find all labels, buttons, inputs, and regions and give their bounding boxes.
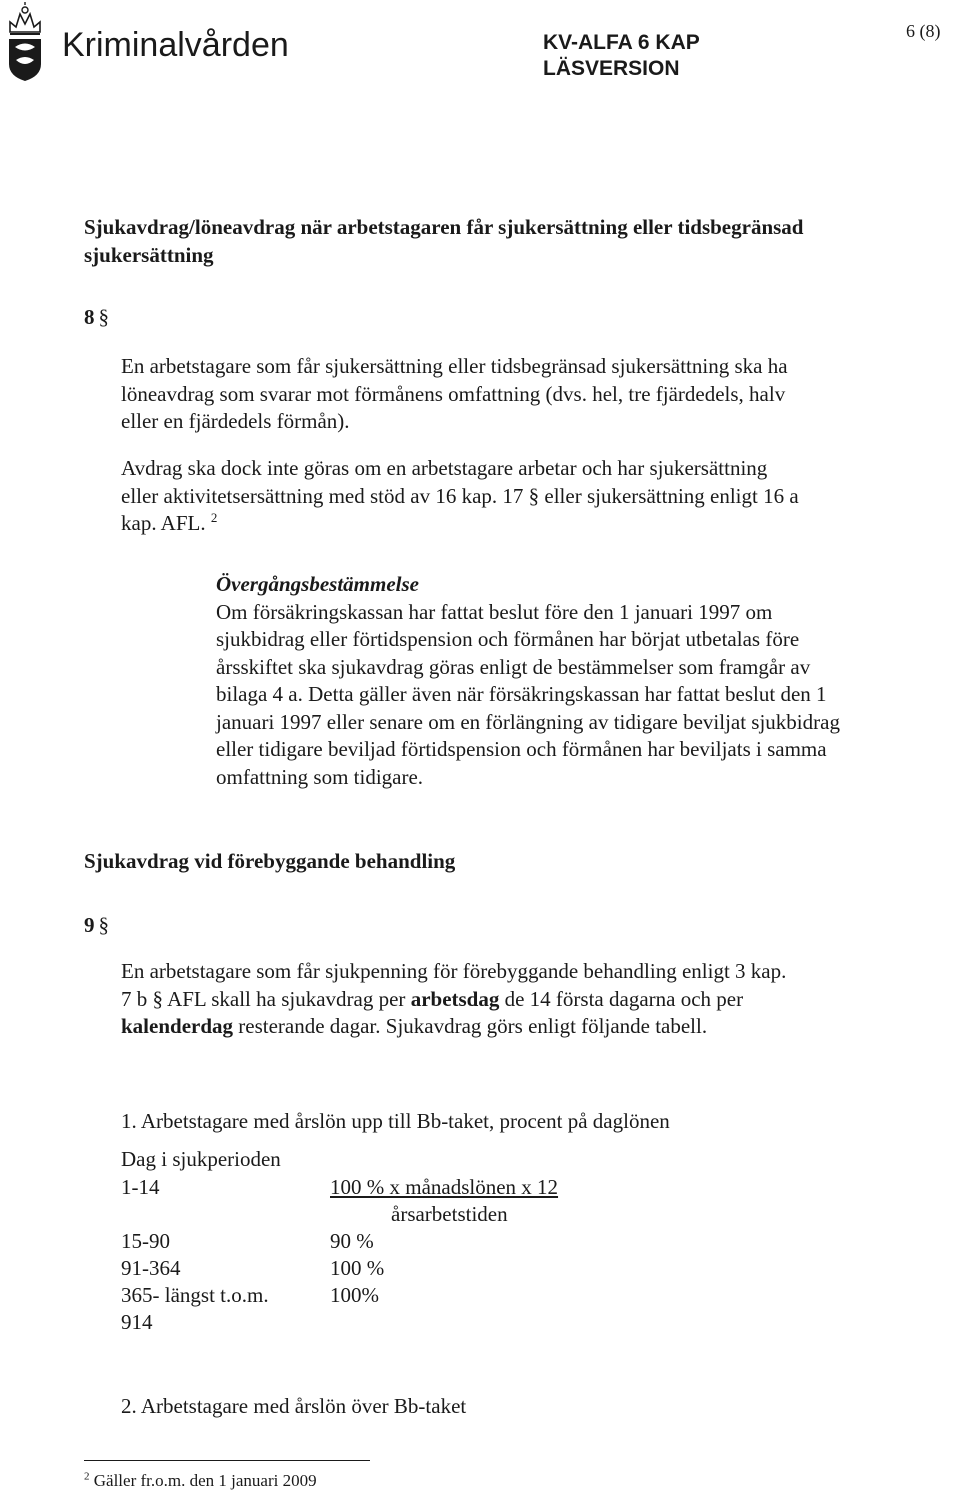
text-line: En arbetstagare som får sjukersättning eller tidsbegränsad sjukersättning ska ha [121, 354, 788, 378]
text-line: En arbetstagare som får sjukpenning för förebyggande behandling enligt 3 kap. [121, 959, 787, 983]
section-8-number [84, 305, 109, 330]
transition-provision-heading: Övergångsbestämmelse [216, 572, 419, 596]
table-row-days: 365- längst t.o.m. [121, 1283, 269, 1307]
section-9-number [84, 913, 109, 938]
section-8-heading-line: Sjukavdrag/löneavdrag när arbetstagaren får sjukersättning eller tidsbegränsad [84, 215, 804, 239]
organization-name: Kriminalvården [62, 26, 289, 64]
section-symbol: § [98, 305, 109, 329]
text-line: Om försäkringskassan har fattat beslut före den 1 januari 1997 om [216, 599, 773, 624]
footnote-marker: 2 [84, 1470, 90, 1483]
section-9-heading: Sjukavdrag vid förebyggande behandling [84, 849, 456, 873]
section-number: 8 [84, 305, 95, 329]
document-code-line-2: LÄSVERSION [543, 57, 680, 80]
section-9-paragraph [121, 958, 786, 1041]
table-1-column-header: Dag i sjukperioden [121, 1147, 281, 1171]
footnote-separator [84, 1460, 370, 1461]
table-row-value: årsarbetstiden [391, 1202, 508, 1226]
text-line [121, 510, 799, 538]
text-line [121, 986, 786, 1014]
table-row-value: 90 % [330, 1229, 374, 1253]
footnote-reference: 2 [210, 510, 218, 525]
text-line: bilaga 4 a. Detta gäller även när försäkringskassan har fattat beslut den 1 [216, 682, 827, 706]
text-line: Avdrag ska dock inte göras om en arbetstagare arbetar och har sjukersättning [121, 456, 768, 480]
text-line: eller aktivitetsersättning med stöd av 16 kap. 17 § eller sjukersättning enligt 16 a [121, 483, 799, 508]
text-segment: resterande dagar. Sjukavdrag görs enligt följande tabell. [233, 1014, 708, 1038]
text-line-content: kap. AFL. [121, 511, 206, 535]
table-2-title: 2. Arbetstagare med årslön över Bb-taket [121, 1394, 467, 1418]
table-row-days: 91-364 [121, 1256, 181, 1280]
text-line [121, 1013, 786, 1041]
text-line: eller tidigare beviljad förtidspension och förmånen har beviljats i samma [216, 737, 827, 761]
page-number: 6 (8) [906, 21, 941, 41]
text-line: omfattning som tidigare. [216, 764, 424, 789]
table-row-value: 100 % [330, 1256, 385, 1280]
section-8-heading [84, 213, 803, 269]
text-line: sjukbidrag eller förtidspension och förmånen har börjat utbetalas före [216, 627, 800, 651]
table-row-value: 100% [330, 1283, 379, 1307]
footnote [84, 1471, 317, 1491]
text-segment: de 14 första dagarna och per [499, 986, 744, 1011]
document-code [543, 30, 700, 82]
section-number: 9 [84, 913, 95, 937]
footnote-text: Gäller fr.o.m. den 1 januari 2009 [93, 1471, 317, 1490]
document-code-line-1: KV-ALFA 6 KAP [543, 31, 700, 54]
section-8-paragraph-2 [121, 455, 799, 538]
table-row-days: 914 [121, 1310, 153, 1334]
section-8-heading-line: sjukersättning [84, 243, 214, 267]
text-line: januari 1997 eller senare om en förlängning av tidigare beviljat sjukbidrag [216, 709, 840, 734]
table-row-days: 1-14 [121, 1175, 160, 1199]
table-row-value: 100 % x månadslönen x 12 [330, 1175, 559, 1199]
table-row-days: 15-90 [121, 1229, 170, 1253]
bold-term-calendar-day: kalenderdag [121, 1014, 234, 1038]
section-symbol: § [98, 913, 109, 937]
crown-shield-logo-icon [6, 2, 44, 82]
text-segment: 7 b § AFL skall ha sjukavdrag per [121, 986, 411, 1011]
text-line: årsskiftet ska sjukavdrag göras enligt de bestämmelser som framgår av [216, 654, 811, 679]
bold-term-workday: arbetsdag [410, 986, 500, 1011]
section-8-paragraph-1 [121, 353, 788, 436]
transition-provision [216, 571, 840, 791]
table-1-title: 1. Arbetstagare med årslön upp till Bb-taket, procent på daglönen [121, 1109, 670, 1133]
text-line: eller en fjärdedels förmån). [121, 409, 350, 433]
text-line: löneavdrag som svarar mot förmånens omfattning (dvs. hel, tre fjärdedels, halv [121, 381, 786, 406]
